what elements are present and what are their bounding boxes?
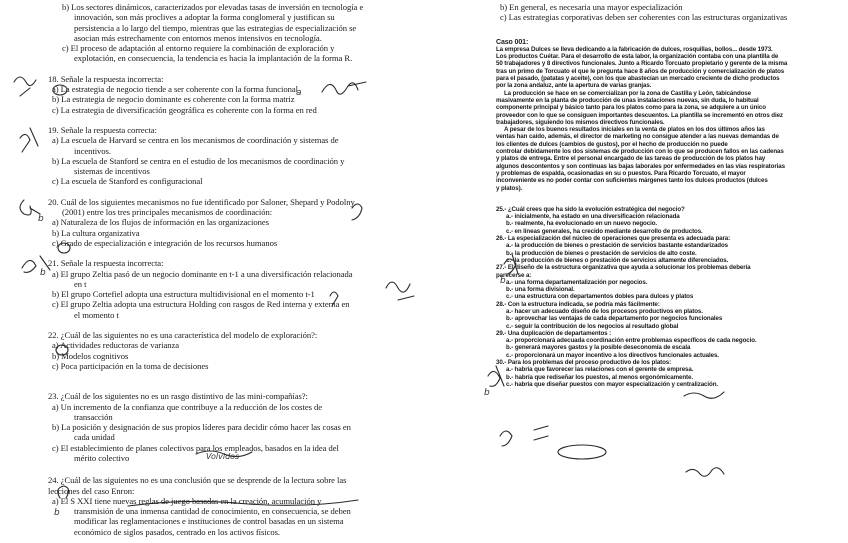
answer-option: a) La escuela de Harvard se centra en los mecanismos de coordinación y sistemas de (52, 135, 339, 146)
answer-option: b.- la producción de bienes o prestación de servicios de alto coste. (506, 249, 697, 257)
question-stem: 18. Señale la respuesta incorrecta: (48, 73, 164, 84)
intro-line: explotación, en consecuencia, la tendencia es hacia la implantación de la forma R. (74, 53, 353, 64)
answer-option: c) El grupo Zeltia adopta una estructura Holding con rasgos de Red interna y externa en (52, 299, 350, 310)
intro-block (48, 2, 468, 64)
question-21 (48, 258, 468, 320)
pen-squiggle (20, 128, 38, 152)
question-stem: 24. ¿Cuál de las siguientes no es una conclusión que se desprende de la lectura sobre las (48, 475, 347, 486)
case-paragraph-line: y platos). (496, 184, 523, 192)
answer-option-cont: el momento t (74, 309, 119, 320)
answer-option: a) Un incremento de la confianza que contribuye a la reducción de los costes de (52, 401, 322, 412)
intro-line: asocian más estrechamente con entornos menos intensivos en tecnología. (74, 32, 322, 43)
answer-option: a.- proporcionará adecuada coordinación entre problemas específicos de cada negocio. (506, 337, 757, 345)
case-paragraph-line: La empresa Dulces se lleva dedicando a la fabricación de dulces, rosquillas, bollos... desde 1973. (496, 45, 773, 53)
case-paragraph-line: controlar debidamente los dos sistemas de producción con lo que se producen fallos en las cadenas (496, 148, 784, 156)
case-paragraph-line: Los productos Cuétar. Para el desarrollo de esta labor, la organización contaba con una plantilla de (496, 53, 779, 61)
question-stem: 20. Cuál de los siguientes mecanismos no fue identificado por Saloner, Shepard y Podolny (48, 196, 355, 207)
answer-option: b) La posición y designación de sus propios líderes para decidir cómo hacer las cosas en (52, 422, 351, 433)
handwritten-note: b (40, 268, 46, 278)
answer-option: a) El S XXI tiene nuevas reglas de juego basadas en la creación, acumulación y (52, 495, 322, 506)
answer-option: a.- la producción de bienes o prestación de servicios bastante estandarizados (506, 242, 728, 250)
question-stem: 26.- La especialización del núcleo de operaciones que presenta es adecuada para: (496, 235, 731, 243)
answer-option-cont: transmisión de una inmensa cantidad de conocimiento, en consecuencia, se deben (74, 506, 351, 517)
handwritten-note: a (296, 88, 302, 98)
question-stem: 22. ¿Cuál de las siguientes no es una característica del modelo de exploración?: (48, 330, 318, 341)
answer-option: b.- generará mayores gastos y la posible deseconomía de escala (506, 344, 691, 352)
question-23 (48, 391, 468, 463)
case-paragraph-line: tras un primo de Torcuato el que le pregunta hace 8 años de producción y comercialización de platos (496, 67, 785, 75)
answer-option-cont: económico de siglos pasados, centrado en los activos físicos. (74, 526, 281, 537)
question-stem: (2001) entre los tres principales mecanismos de coordinación: (62, 207, 273, 218)
answer-option: a.- inicialmente, ha estado en una diversificación relacionada (506, 213, 680, 221)
case-study-block (496, 39, 841, 389)
answer-option: c.- la producción de bienes o prestación de servicios altamente diferenciados. (506, 256, 729, 264)
answer-option: c) La escuela de Stanford es configuracional (52, 176, 203, 187)
answer-option: c) Grado de especialización e integración de los recursos humanos (52, 237, 278, 248)
case-paragraph-line: por la zona andaluz, ante la apertura de varias granjas. (496, 82, 652, 90)
answer-option: b.- aprovechar las ventajas de cada departamento por negocios funcionales (506, 315, 723, 323)
question-stem: 27.- El diseño de la estructura organizativa que ayuda a solucionar los problemas debería (496, 264, 751, 272)
answer-option: a) Actividades reductoras de varianza (52, 340, 179, 351)
answer-option-cont: en t (74, 278, 87, 289)
answer-option: b) En general, es necesaria una mayor especialización (500, 2, 683, 12)
intro-line: b) Los sectores dinámicos, caracterizados por elevadas tasas de inversión en tecnología e (62, 2, 364, 12)
pen-squiggle (14, 77, 36, 96)
case-paragraph-line: proveedor con lo que se consiguen importantes descuentos. La plantilla se incrementó en otros diez (496, 111, 783, 119)
case-paragraph-line: algunos descontentos y son continuas las bajas laborales por enfermedades en las vías respiratorias (496, 162, 785, 170)
pen-squiggle (500, 431, 512, 446)
question-stem: 28.- Con la estructura indicada, se podría más fácilmente: (496, 300, 660, 308)
question-stem: 23. ¿Cuál de los siguientes no es un rasgo distintivo de las mini-compañías?: (48, 391, 308, 402)
case-title: Caso 001: (496, 38, 529, 46)
intro-line: c) El proceso de adaptación al entorno requiere la combinación de exploración y (62, 43, 335, 54)
answer-option: b) El grupo Cortefiel adopta una estructura multidivisional en el momento t-1 (52, 289, 315, 300)
handwritten-note: b (500, 276, 506, 286)
case-paragraph-line: La producción se hace en se comercializan por la zona de Castilla y León, tabicándose (504, 89, 751, 97)
case-paragraph-line: componente principal y básico tanto para los platos como para la zona, se adquiere a un único (496, 104, 766, 112)
case-paragraph-line: inconveniente es no poder contar con suficientes márgenes tanto los dulces productos (dulces (496, 177, 768, 185)
handwritten-note: b (484, 388, 490, 398)
case-paragraph-line: trabajadores, siguiendo los mismos directivos funcionales. (496, 118, 665, 126)
question-24 (48, 475, 468, 537)
answer-option: c) Poca participación en la toma de decisiones (52, 360, 209, 371)
case-paragraph-line: los clientes de dulces (cambios de gustos), por el hecho de producción no puede (496, 140, 728, 148)
right-column (496, 0, 841, 388)
intro-line: persistencia a lo largo del tiempo, mientras que las estrategias de especialización se (74, 22, 357, 33)
answer-option: c) El establecimiento de planes colectivos para los empleados, basados en la idea del (52, 442, 339, 453)
answer-option: b) La escuela de Stanford se centra en el estudio de los mecanismos de coordinación y (52, 155, 345, 166)
question-stem: 19. Señale la respuesta correcta: (48, 124, 157, 135)
handwritten-note: b (38, 214, 44, 224)
question-stem: lecciones del caso Enron: (48, 485, 135, 496)
question-stem: 29.- Una duplicación de departamentos : (496, 329, 612, 337)
answer-option: a) Naturaleza de los flujos de información en las organizaciones (52, 217, 269, 228)
question-22 (48, 330, 468, 371)
question-stem: 25.- ¿Cuál crees que ha sido la evolución estratégica del negocio? (496, 205, 685, 213)
answer-option: a.- habría que favorecer las relaciones con el gerente de empresa. (506, 366, 694, 374)
pen-squiggle (534, 426, 548, 440)
question-stem: 21. Señale la respuesta incorrecta: (48, 258, 164, 269)
answer-option: c) La estrategia de diversificación geográfica es coherente con la forma en red (52, 104, 317, 115)
answer-option: b) Modelos cognitivos (52, 350, 129, 361)
answer-option-cont: cada unidad (74, 432, 115, 443)
question-stem: parecerse a: (496, 271, 532, 279)
answer-circle-mark (558, 445, 606, 459)
pen-squiggle (20, 200, 40, 215)
case-paragraph-line: masivamente en la planta de producción de unas instalaciones nuevas, sin duda, lo habitual (496, 96, 759, 104)
case-paragraph-line: y problemas de espalda, ocasionadas en su o puestos. Para Ricardo Torcuato, el mayor (496, 169, 746, 177)
answer-option: b) La cultura organizativa (52, 227, 140, 238)
answer-option: a.- una forma departamentalización por negocios. (506, 278, 648, 286)
answer-option: c.- en líneas generales, ha crecido mediante desarrollo de productos. (506, 227, 703, 235)
pen-squiggle (686, 468, 724, 477)
answer-option: c.- habría que diseñar puestos con mayor especialización y centralización. (506, 380, 718, 388)
handwritten-note: Volvidos (206, 452, 240, 461)
answer-option: b.- una forma divisional. (506, 286, 575, 294)
top-options-block (496, 2, 841, 23)
answer-option: c.- una estructura con departamentos dobles para dulces y platos (506, 293, 694, 301)
answer-option-cont: incentivos. (74, 145, 111, 156)
case-paragraph-line: ventas han caído, además, el director de marketing no consigue atender a las nuevas demandas de (496, 133, 779, 141)
answer-option: a.- hacer un adecuado diseño de los procesos productivos en platos. (506, 307, 703, 315)
answer-option: a) La estrategia de negocio tiende a ser coherente con la forma funcional (52, 84, 298, 95)
answer-option-cont: transacción (74, 411, 113, 422)
answer-option-cont: modificar las reglamentaciones e instituciones de control basadas en un sistema (74, 516, 344, 527)
question-stem: 30.- Para los problemas del proceso productivo de los platos: (496, 359, 672, 367)
case-paragraph-line: y platos de entrega. Entre el personal encargado de las tareas de producción de los platos hay (496, 155, 766, 163)
answer-option: c) Las estrategias corporativas deben ser coherentes con las estructuras organizativas (500, 12, 788, 23)
answer-option-cont: sistemas de incentivos (74, 166, 150, 177)
handwritten-note: b (54, 508, 60, 518)
answer-option: c.- seguir la contribución de los negocios al resultado global (506, 322, 679, 330)
question-20 (48, 197, 468, 248)
intro-line: innovación, son más proclives a adoptar la forma conglomeral y justifican su (74, 12, 335, 23)
question-19 (48, 125, 468, 187)
answer-option-cont: mérito colectivo (74, 452, 130, 463)
case-paragraph-line: para el pasado, (patatas y aceite), con los que abastecían un mercado creciente de dicho productos (496, 75, 780, 83)
answer-option: c.- proporcionará un mayor incentivo a los directivos funcionales actuales. (506, 351, 719, 359)
pen-squiggle (684, 392, 724, 398)
case-paragraph-line: A pesar de los buenos resultados iniciales en la venta de platos en los dos últimos años las (504, 126, 765, 134)
answer-option: b.- habría que rediseñar los puestos, al menos ergonómicamente. (506, 373, 693, 381)
answer-option: b) La estrategia de negocio dominante es coherente con la forma matriz (52, 94, 295, 105)
answer-option: b.- realmente, ha evolucionado en un nuevo negocio. (506, 220, 657, 228)
question-18 (48, 74, 468, 115)
answer-option: a) El grupo Zeltia pasó de un negocio dominante en t-1 a una diversificación relacionada (52, 268, 353, 279)
case-paragraph-line: 50 trabajadores y 8 directivos funcionales. Junto a Ricardo Torcuato propietario y gerente de la misma (496, 60, 788, 68)
